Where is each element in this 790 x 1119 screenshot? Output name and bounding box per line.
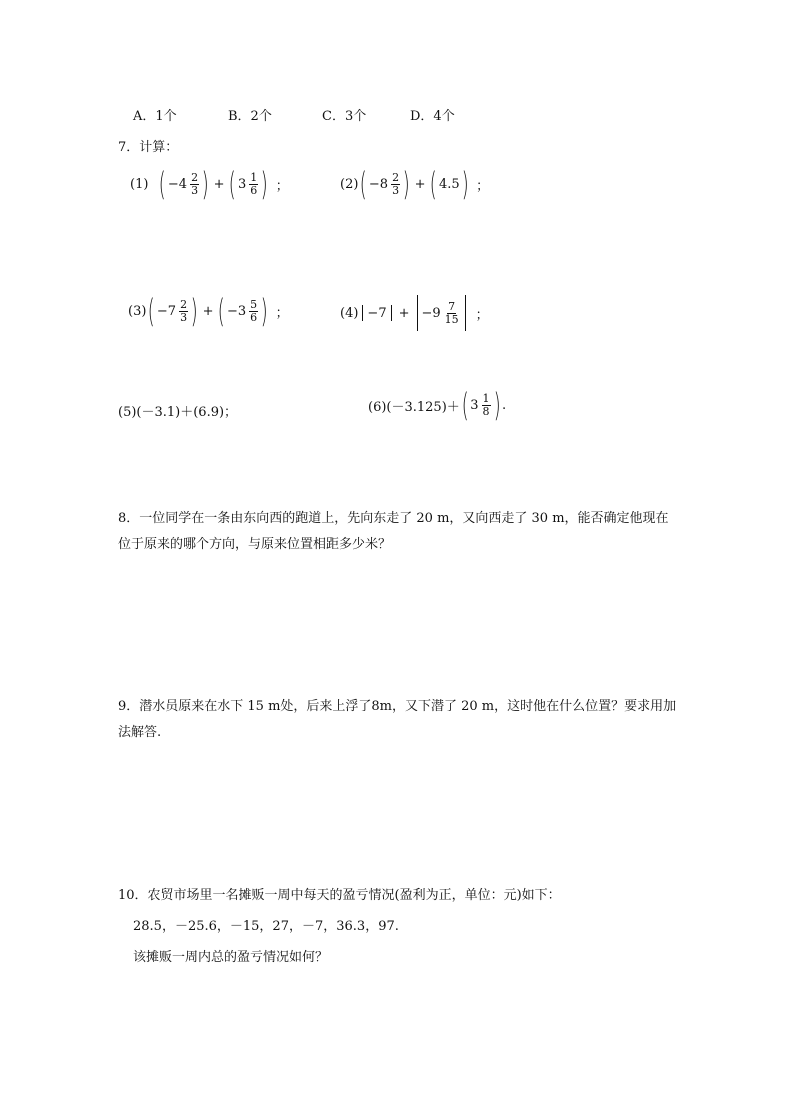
- plus-operator: +: [213, 176, 225, 192]
- value: 4.5: [438, 176, 460, 192]
- left-paren: (: [360, 165, 368, 203]
- part-label: (2): [340, 176, 359, 192]
- integer-part: −3: [226, 303, 247, 319]
- left-paren: (: [148, 292, 156, 330]
- right-paren: ): [461, 165, 469, 203]
- q7-title: 7．计算：: [118, 140, 179, 155]
- terminator: .: [502, 397, 507, 413]
- left-paren: (: [229, 165, 237, 203]
- plus-operator: +: [398, 305, 410, 321]
- abs-bar: [391, 305, 392, 321]
- fraction: $\frac{5}{6}$: [250, 297, 258, 324]
- option-d: D．4个: [410, 109, 455, 124]
- q9-text: 9．潜水员原来在水下 15 m处，后来上浮了8m，又下潜了 20 m，这时他在什么位置？要求用加法解答.: [118, 699, 677, 740]
- q7-part-3: [128, 292, 289, 330]
- fraction: $\frac{2}{3}$: [191, 170, 199, 197]
- terminator: ；: [476, 178, 490, 194]
- abs-bar: [362, 305, 363, 321]
- right-paren: ): [261, 165, 268, 203]
- fraction: $\frac{7}{15}$: [444, 299, 459, 326]
- value: −7: [367, 305, 387, 321]
- right-paren: ): [493, 386, 501, 424]
- q7-part-4: [340, 295, 489, 331]
- integer-part: 3: [470, 397, 479, 413]
- q7-part-5: (5)(－3.1)＋(6.9)；: [118, 405, 238, 420]
- integer-part: −7: [156, 303, 177, 319]
- right-paren: ): [201, 165, 209, 203]
- q7-part-6: [368, 386, 507, 424]
- q10-question: 该摊贩一周内总的盈亏情况如何？: [133, 950, 329, 965]
- q10-data: 28.5，－25.6，－15，27，－7，36.3，97.: [133, 919, 399, 934]
- q10-text: 10．农贸市场里一名摊贩一周中每天的盈亏情况(盈利为正，单位：元)如下：: [118, 888, 561, 903]
- terminator: ；: [475, 307, 489, 323]
- left-paren: (: [159, 165, 167, 203]
- right-paren: ): [190, 292, 198, 330]
- integer-part: −4: [167, 176, 188, 192]
- part-label: (3): [128, 303, 147, 319]
- fraction: $\frac{2}{3}$: [392, 170, 400, 197]
- q8-text: 8．一位同学在一条由东向西的跑道上，先向东走了 20 m，又向西走了 30 m，能否确定他现在位于原来的哪个方向，与原来位置相距多少米？: [118, 511, 669, 552]
- option-a: A．1个: [133, 109, 177, 124]
- left-paren: (: [430, 165, 438, 203]
- abs-bar: [465, 295, 466, 331]
- left-paren: (: [461, 386, 469, 424]
- q7-part-1: [130, 165, 289, 203]
- q7-part-2: [340, 165, 490, 203]
- option-b: B．2个: [228, 109, 272, 124]
- part-label: (6)(－3.125)＋: [368, 399, 460, 415]
- fraction: $\frac{1}{6}$: [250, 170, 258, 197]
- terminator: ；: [275, 178, 289, 194]
- part-label: (1): [130, 176, 149, 192]
- abs-bar: [417, 295, 418, 331]
- part-label: (4): [340, 305, 359, 321]
- fraction: $\frac{2}{3}$: [180, 297, 188, 324]
- integer-part: −9: [421, 305, 441, 321]
- integer-part: 3: [237, 176, 247, 192]
- left-paren: (: [218, 292, 226, 330]
- right-paren: ): [260, 292, 268, 330]
- fraction: $\frac{1}{8}$: [482, 391, 490, 418]
- plus-operator: +: [202, 303, 214, 319]
- plus-operator: +: [414, 176, 426, 192]
- option-c: C．3个: [322, 109, 367, 124]
- right-paren: ): [402, 165, 410, 203]
- integer-part: −8: [368, 176, 389, 192]
- terminator: ；: [275, 305, 289, 321]
